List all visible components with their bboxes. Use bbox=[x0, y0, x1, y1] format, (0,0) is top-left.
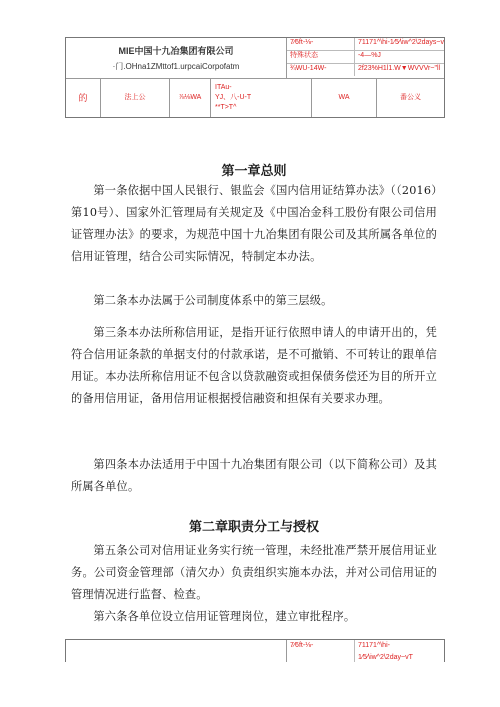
approval-cell: ⅞⅛WA bbox=[170, 79, 211, 117]
meta-value: 71171^\hi-1⁄5⁄\iw^2\2day~vT bbox=[358, 642, 413, 661]
approval-cell bbox=[211, 79, 312, 117]
approval-line: YJ、八-U-T bbox=[215, 94, 252, 101]
meta-value: -4—%J bbox=[357, 52, 381, 59]
meta-label: 7⁄6ft-⅛- bbox=[287, 640, 355, 662]
approval-cell: 的 bbox=[66, 79, 101, 117]
approval-cell: WA bbox=[312, 79, 377, 117]
meta-label: 7⁄6ft-⅛- bbox=[287, 38, 355, 50]
article-6: 第六条各单位设立信用证管理岗位，建立审批程序。 bbox=[93, 610, 356, 623]
meta-label: 特殊状态 bbox=[287, 51, 355, 63]
approval-cell: 法上公 bbox=[101, 79, 170, 117]
article-2: 第二条本办法属于公司制度体系中的第三层级。 bbox=[93, 294, 333, 307]
chapter-1-title: 第一章总则 bbox=[221, 163, 287, 178]
document-header-table bbox=[65, 37, 445, 118]
meta-label: ¾WU-14W- bbox=[287, 64, 355, 76]
meta-value: 2f23%H1l1.W▼WVVVr~"ll bbox=[357, 65, 441, 72]
company-name-en: ·门.OHna1ZMttof1.urpcaiCorpofatm bbox=[112, 62, 240, 71]
article-5: 第五条公司对信用证业务实行统一管理，未经批准严禁开展信用证业务。公司资金管理部（清欠办）负责组织实施本办法，并对公司信用证的管理情况进行监督、检查。 bbox=[71, 544, 437, 601]
article-3: 第三条本办法所称信用证，是指开证行依照申请人的申请开出的，凭符合信用证条款的单据支付的付款承诺，是不可撤销、不可转让的跟单信用证。本办法所称信用证不包含以贷款融资或担保债务偿还为目的所开立的备用信用证，备用信用证根据授信融资和担保有关要求办理。 bbox=[71, 326, 437, 405]
doc-meta bbox=[287, 38, 444, 78]
company-name-cn: MIE中国十九冶集团有限公司 bbox=[118, 46, 234, 56]
meta-value: 71171^\hi-1⁄5⁄\iw^2\2days~v bbox=[357, 39, 444, 46]
chapter-2-title: 第二章职责分工与授权 bbox=[188, 519, 319, 534]
next-page-header bbox=[65, 639, 445, 662]
approval-line: **T>T^ bbox=[215, 104, 237, 111]
approval-line: ITAu- bbox=[215, 84, 232, 91]
approval-cell: 番公义 bbox=[400, 94, 421, 101]
company-cell bbox=[66, 38, 287, 78]
article-1: 第一条依据中国人民银行、银监会《国内信用证结算办法》（（2016）第10号）、国家外汇管理局有关规定及《中国冶金科工股份有限公司信用证管理办法》的要求，为规范中国十九冶集团有限公司及其所属各单位的信用证管理，结合公司实际情况，特制定本办法。 bbox=[71, 184, 437, 263]
article-4: 第四条本办法适用于中国十九冶集团有限公司（以下简称公司）及其所属各单位。 bbox=[71, 458, 437, 493]
